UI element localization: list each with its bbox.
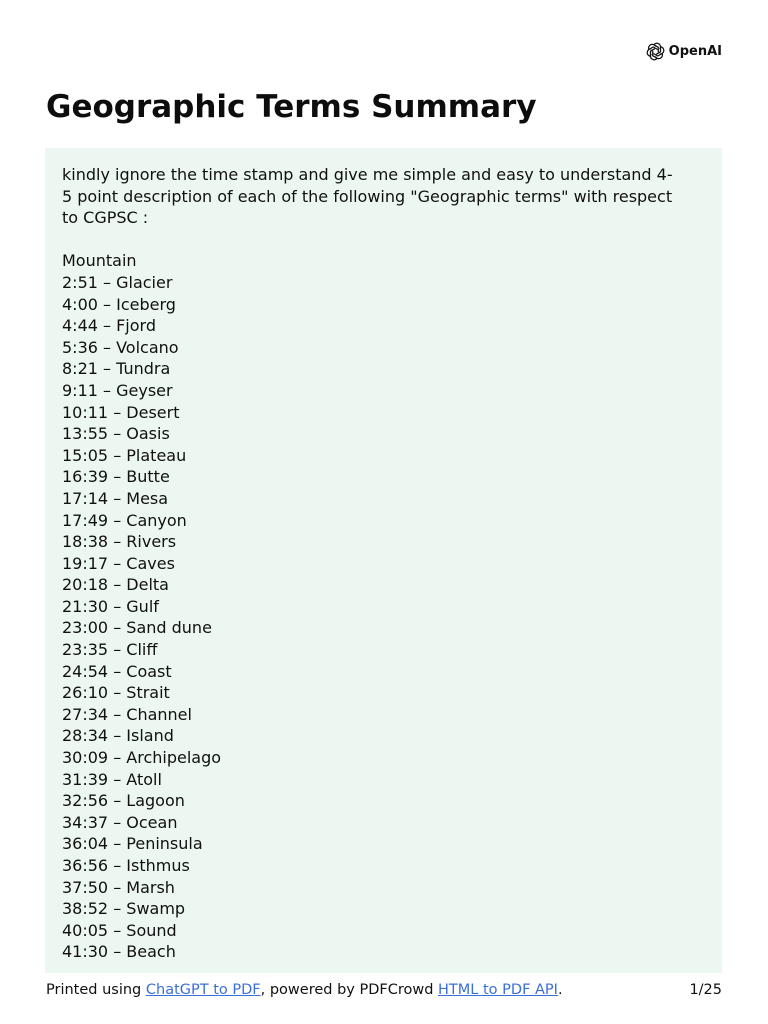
list-item: 16:39 – Butte	[62, 467, 170, 487]
list-item: 40:05 – Sound	[62, 920, 177, 940]
html-to-pdf-api-link[interactable]: HTML to PDF API	[438, 982, 558, 998]
list-item: 41:30 – Beach	[62, 942, 176, 962]
list-item: 37:50 – Marsh	[62, 877, 175, 897]
footer-prefix: Printed using	[46, 982, 146, 998]
list-item: 15:05 – Plateau	[62, 445, 187, 465]
chatgpt-to-pdf-link[interactable]: ChatGPT to PDF	[145, 982, 261, 998]
list-item: 20:18 – Delta	[62, 575, 169, 595]
page-title: Geographic Terms Summary	[46, 89, 537, 125]
list-item: 4:00 – Iceberg	[62, 294, 176, 314]
list-item: 36:56 – Isthmus	[62, 856, 190, 875]
list-item: 24:54 – Coast	[62, 661, 172, 681]
footer	[46, 980, 722, 1000]
list-item: 13:55 – Oasis	[62, 424, 170, 444]
footer-suffix: .	[557, 982, 563, 998]
brand-name: OpenAI	[668, 44, 722, 59]
list-item: 30:09 – Archipelago	[62, 748, 222, 768]
list-item: 28:34 – Island	[62, 726, 174, 746]
list-item: 17:14 – Mesa	[62, 488, 169, 508]
page-number: 1/25	[689, 982, 722, 998]
footer-middle: , powered by PDFCrowd	[260, 982, 439, 998]
list-item: 32:56 – Lagoon	[62, 791, 185, 811]
list-item: 8:21 – Tundra	[62, 359, 171, 379]
footer-credit	[46, 980, 563, 1000]
list-item: 23:00 – Sand dune	[62, 618, 212, 638]
list-item: 21:30 – Gulf	[62, 596, 159, 616]
list-item: 26:10 – Strait	[62, 683, 170, 703]
list-item: 38:52 – Swamp	[62, 899, 186, 919]
list-item: 27:34 – Channel	[62, 704, 192, 724]
list-item: 18:38 – Rivers	[62, 532, 177, 552]
list-item: Mountain	[62, 251, 137, 271]
list-item: 2:51 – Glacier	[62, 272, 173, 292]
user-prompt-block	[45, 148, 722, 973]
list-item: 5:36 – Volcano	[62, 337, 179, 357]
list-item: 9:11 – Geyser	[62, 380, 173, 400]
list-item: 10:11 – Desert	[62, 402, 180, 422]
list-item: 19:17 – Caves	[62, 553, 175, 573]
list-item: 17:49 – Canyon	[62, 510, 187, 530]
list-item: 34:37 – Ocean	[62, 812, 178, 832]
list-item: 31:39 – Atoll	[62, 769, 162, 789]
list-item: 23:35 – Cliff	[62, 640, 158, 660]
list-item: 36:04 – Peninsula	[62, 834, 203, 854]
list-item: 4:44 – Fjord	[62, 316, 156, 336]
term-list	[62, 250, 705, 963]
openai-logo-icon	[646, 42, 665, 61]
openai-logo	[646, 42, 722, 61]
prompt-intro: kindly ignore the time stamp and give me simple and easy to understand 4-5 point description of each of the following "Geographic terms" with respect to CGPSC :	[62, 165, 673, 228]
